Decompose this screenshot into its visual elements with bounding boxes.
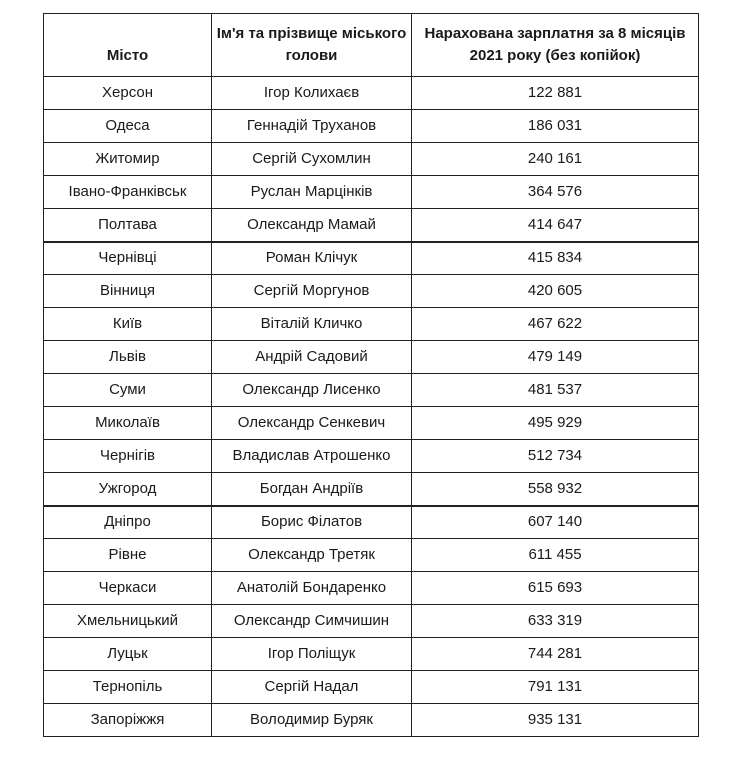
cell-city: Київ bbox=[44, 308, 212, 341]
cell-salary: 791 131 bbox=[412, 671, 699, 704]
table-header bbox=[44, 14, 699, 77]
cell-mayor-name: Анатолій Бондаренко bbox=[212, 572, 412, 605]
table-row bbox=[44, 671, 699, 704]
cell-city: Чернігів bbox=[44, 440, 212, 473]
cell-salary: 935 131 bbox=[412, 704, 699, 737]
header-mayor-name: Ім'я та прізвище міського голови bbox=[212, 14, 412, 77]
cell-city: Житомир bbox=[44, 143, 212, 176]
cell-mayor-name: Олександр Сенкевич bbox=[212, 407, 412, 440]
cell-mayor-name: Богдан Андріїв bbox=[212, 473, 412, 506]
cell-salary: 558 932 bbox=[412, 473, 699, 506]
table-row bbox=[44, 143, 699, 176]
table-row bbox=[44, 77, 699, 110]
table-row bbox=[44, 440, 699, 473]
cell-salary: 122 881 bbox=[412, 77, 699, 110]
cell-salary: 186 031 bbox=[412, 110, 699, 143]
cell-city: Рівне bbox=[44, 539, 212, 572]
table-row bbox=[44, 242, 699, 275]
cell-salary: 240 161 bbox=[412, 143, 699, 176]
cell-city: Миколаїв bbox=[44, 407, 212, 440]
cell-mayor-name: Сергій Моргунов bbox=[212, 275, 412, 308]
table-row bbox=[44, 110, 699, 143]
table-row bbox=[44, 473, 699, 506]
cell-city: Ужгород bbox=[44, 473, 212, 506]
table-row bbox=[44, 506, 699, 539]
cell-city: Черкаси bbox=[44, 572, 212, 605]
cell-mayor-name: Руслан Марцінків bbox=[212, 176, 412, 209]
cell-mayor-name: Ігор Поліщук bbox=[212, 638, 412, 671]
table-row bbox=[44, 374, 699, 407]
cell-salary: 615 693 bbox=[412, 572, 699, 605]
cell-salary: 467 622 bbox=[412, 308, 699, 341]
cell-mayor-name: Борис Філатов bbox=[212, 506, 412, 539]
header-city: Місто bbox=[44, 14, 212, 77]
cell-mayor-name: Олександр Симчишин bbox=[212, 605, 412, 638]
cell-mayor-name: Віталій Кличко bbox=[212, 308, 412, 341]
cell-mayor-name: Роман Клічук bbox=[212, 242, 412, 275]
cell-city: Дніпро bbox=[44, 506, 212, 539]
cell-city: Львів bbox=[44, 341, 212, 374]
cell-salary: 420 605 bbox=[412, 275, 699, 308]
table-row bbox=[44, 275, 699, 308]
cell-mayor-name: Геннадій Труханов bbox=[212, 110, 412, 143]
table-row bbox=[44, 572, 699, 605]
table-row bbox=[44, 638, 699, 671]
cell-salary: 481 537 bbox=[412, 374, 699, 407]
cell-salary: 479 149 bbox=[412, 341, 699, 374]
cell-mayor-name: Ігор Колихаєв bbox=[212, 77, 412, 110]
cell-mayor-name: Андрій Садовий bbox=[212, 341, 412, 374]
table-body bbox=[44, 77, 699, 737]
cell-salary: 607 140 bbox=[412, 506, 699, 539]
cell-city: Тернопіль bbox=[44, 671, 212, 704]
cell-city: Одеса bbox=[44, 110, 212, 143]
cell-city: Запоріжжя bbox=[44, 704, 212, 737]
cell-mayor-name: Сергій Надал bbox=[212, 671, 412, 704]
cell-salary: 415 834 bbox=[412, 242, 699, 275]
cell-salary: 512 734 bbox=[412, 440, 699, 473]
cell-salary: 364 576 bbox=[412, 176, 699, 209]
table-row bbox=[44, 539, 699, 572]
cell-city: Херсон bbox=[44, 77, 212, 110]
cell-city: Полтава bbox=[44, 209, 212, 242]
table-row bbox=[44, 341, 699, 374]
header-row bbox=[44, 14, 699, 77]
cell-salary: 744 281 bbox=[412, 638, 699, 671]
cell-city: Суми bbox=[44, 374, 212, 407]
cell-city: Вінниця bbox=[44, 275, 212, 308]
cell-mayor-name: Володимир Буряк bbox=[212, 704, 412, 737]
table-row bbox=[44, 704, 699, 737]
cell-salary: 495 929 bbox=[412, 407, 699, 440]
table-row bbox=[44, 176, 699, 209]
cell-salary: 633 319 bbox=[412, 605, 699, 638]
table-row bbox=[44, 308, 699, 341]
cell-mayor-name: Владислав Атрошенко bbox=[212, 440, 412, 473]
cell-salary: 414 647 bbox=[412, 209, 699, 242]
cell-city: Івано-Франківськ bbox=[44, 176, 212, 209]
table-row bbox=[44, 605, 699, 638]
header-salary: Нарахована зарплатня за 8 місяців 2021 року (без копійок) bbox=[412, 14, 699, 77]
table-row bbox=[44, 209, 699, 242]
cell-salary: 611 455 bbox=[412, 539, 699, 572]
cell-city: Хмельницький bbox=[44, 605, 212, 638]
cell-city: Чернівці bbox=[44, 242, 212, 275]
mayors-salary-table bbox=[43, 13, 699, 737]
cell-mayor-name: Олександр Третяк bbox=[212, 539, 412, 572]
cell-mayor-name: Олександр Мамай bbox=[212, 209, 412, 242]
cell-mayor-name: Сергій Сухомлин bbox=[212, 143, 412, 176]
cell-city: Луцьк bbox=[44, 638, 212, 671]
table-row bbox=[44, 407, 699, 440]
cell-mayor-name: Олександр Лисенко bbox=[212, 374, 412, 407]
